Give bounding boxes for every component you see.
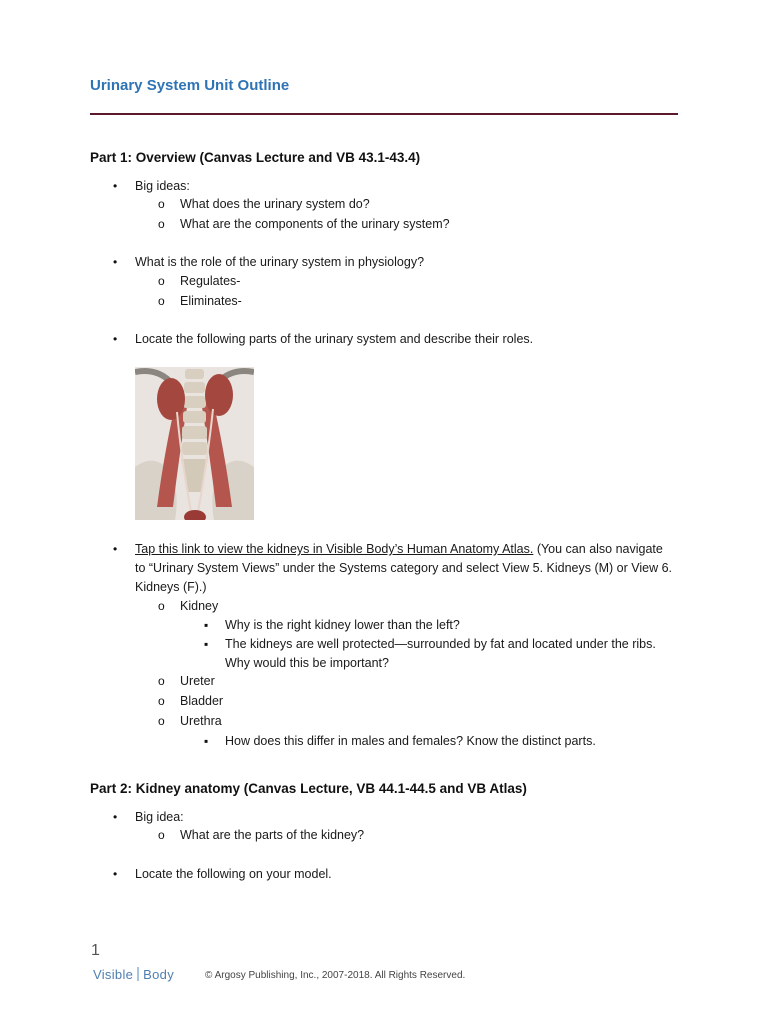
bullet-marker: • — [113, 332, 118, 346]
logo-right-text: Body — [143, 967, 175, 982]
part2-heading: Part 2: Kidney anatomy (Canvas Lecture, VB 44.1-44.5 and VB Atlas) — [90, 781, 527, 796]
locate-instruction: Locate the following parts of the urinary system and describe their roles. — [135, 332, 534, 346]
circle-marker: o — [158, 674, 165, 688]
kidney-question-continuation: Why would this be important? — [225, 656, 389, 670]
circle-marker: o — [158, 274, 165, 288]
circle-marker: o — [158, 217, 165, 231]
kidney-label: Kidney — [180, 599, 219, 613]
bullet-marker: • — [113, 542, 118, 556]
ureter-label: Ureter — [180, 674, 215, 688]
urethra-label: Urethra — [180, 714, 222, 728]
big-idea-item: What does the urinary system do? — [180, 197, 370, 211]
bullet-marker: • — [113, 255, 118, 269]
bullet-marker: • — [113, 179, 118, 193]
square-marker: ▪ — [204, 637, 209, 651]
atlas-link[interactable]: Tap this link to view the kidneys in Visible Body’s Human Anatomy Atlas. — [135, 542, 534, 556]
circle-marker: o — [158, 294, 165, 308]
urinary-anatomy-illustration — [135, 367, 254, 520]
circle-marker: o — [158, 714, 165, 728]
big-idea-item: What are the parts of the kidney? — [180, 828, 365, 842]
role-item: Regulates- — [180, 274, 241, 288]
copyright-notice: © Argosy Publishing, Inc., 2007-2018. All Rights Reserved. — [205, 970, 466, 981]
document-title: Urinary System Unit Outline — [90, 77, 290, 94]
circle-marker: o — [158, 694, 165, 708]
atlas-link-line — [135, 542, 663, 556]
urethra-question: How does this differ in males and females? Know the distinct parts. — [225, 734, 596, 748]
title-divider — [90, 113, 678, 115]
role-question: What is the role of the urinary system in physiology? — [135, 255, 425, 269]
logo-left-text: Visible — [93, 967, 134, 982]
square-marker: ▪ — [204, 734, 209, 748]
circle-marker: o — [158, 197, 165, 211]
visible-body-logo — [93, 967, 174, 982]
big-ideas-label: Big ideas: — [135, 179, 190, 193]
locate-model-instruction: Locate the following on your model. — [135, 867, 332, 881]
square-marker: ▪ — [204, 618, 209, 632]
big-idea-label: Big idea: — [135, 810, 184, 824]
urinary-system-image — [135, 367, 254, 520]
big-idea-item: What are the components of the urinary system? — [180, 217, 450, 231]
logo-separator — [137, 967, 139, 981]
link-continuation: to “Urinary System Views” under the Systems category and select View 5. Kidneys (M) or View 6. — [135, 561, 673, 575]
link-continuation: Kidneys (F).) — [135, 580, 207, 594]
kidney-question: The kidneys are well protected—surrounded by fat and located under the ribs. — [225, 637, 656, 651]
kidney-question: Why is the right kidney lower than the left? — [225, 618, 460, 632]
bullet-marker: • — [113, 867, 118, 881]
bullet-marker: • — [113, 810, 118, 824]
circle-marker: o — [158, 828, 165, 842]
circle-marker: o — [158, 599, 165, 613]
bladder-label: Bladder — [180, 694, 224, 708]
link-after-text: (You can also navigate — [533, 542, 663, 556]
part1-heading: Part 1: Overview (Canvas Lecture and VB 43.1-43.4) — [90, 150, 421, 165]
page-number: 1 — [91, 942, 100, 959]
role-item: Eliminates- — [180, 294, 242, 308]
